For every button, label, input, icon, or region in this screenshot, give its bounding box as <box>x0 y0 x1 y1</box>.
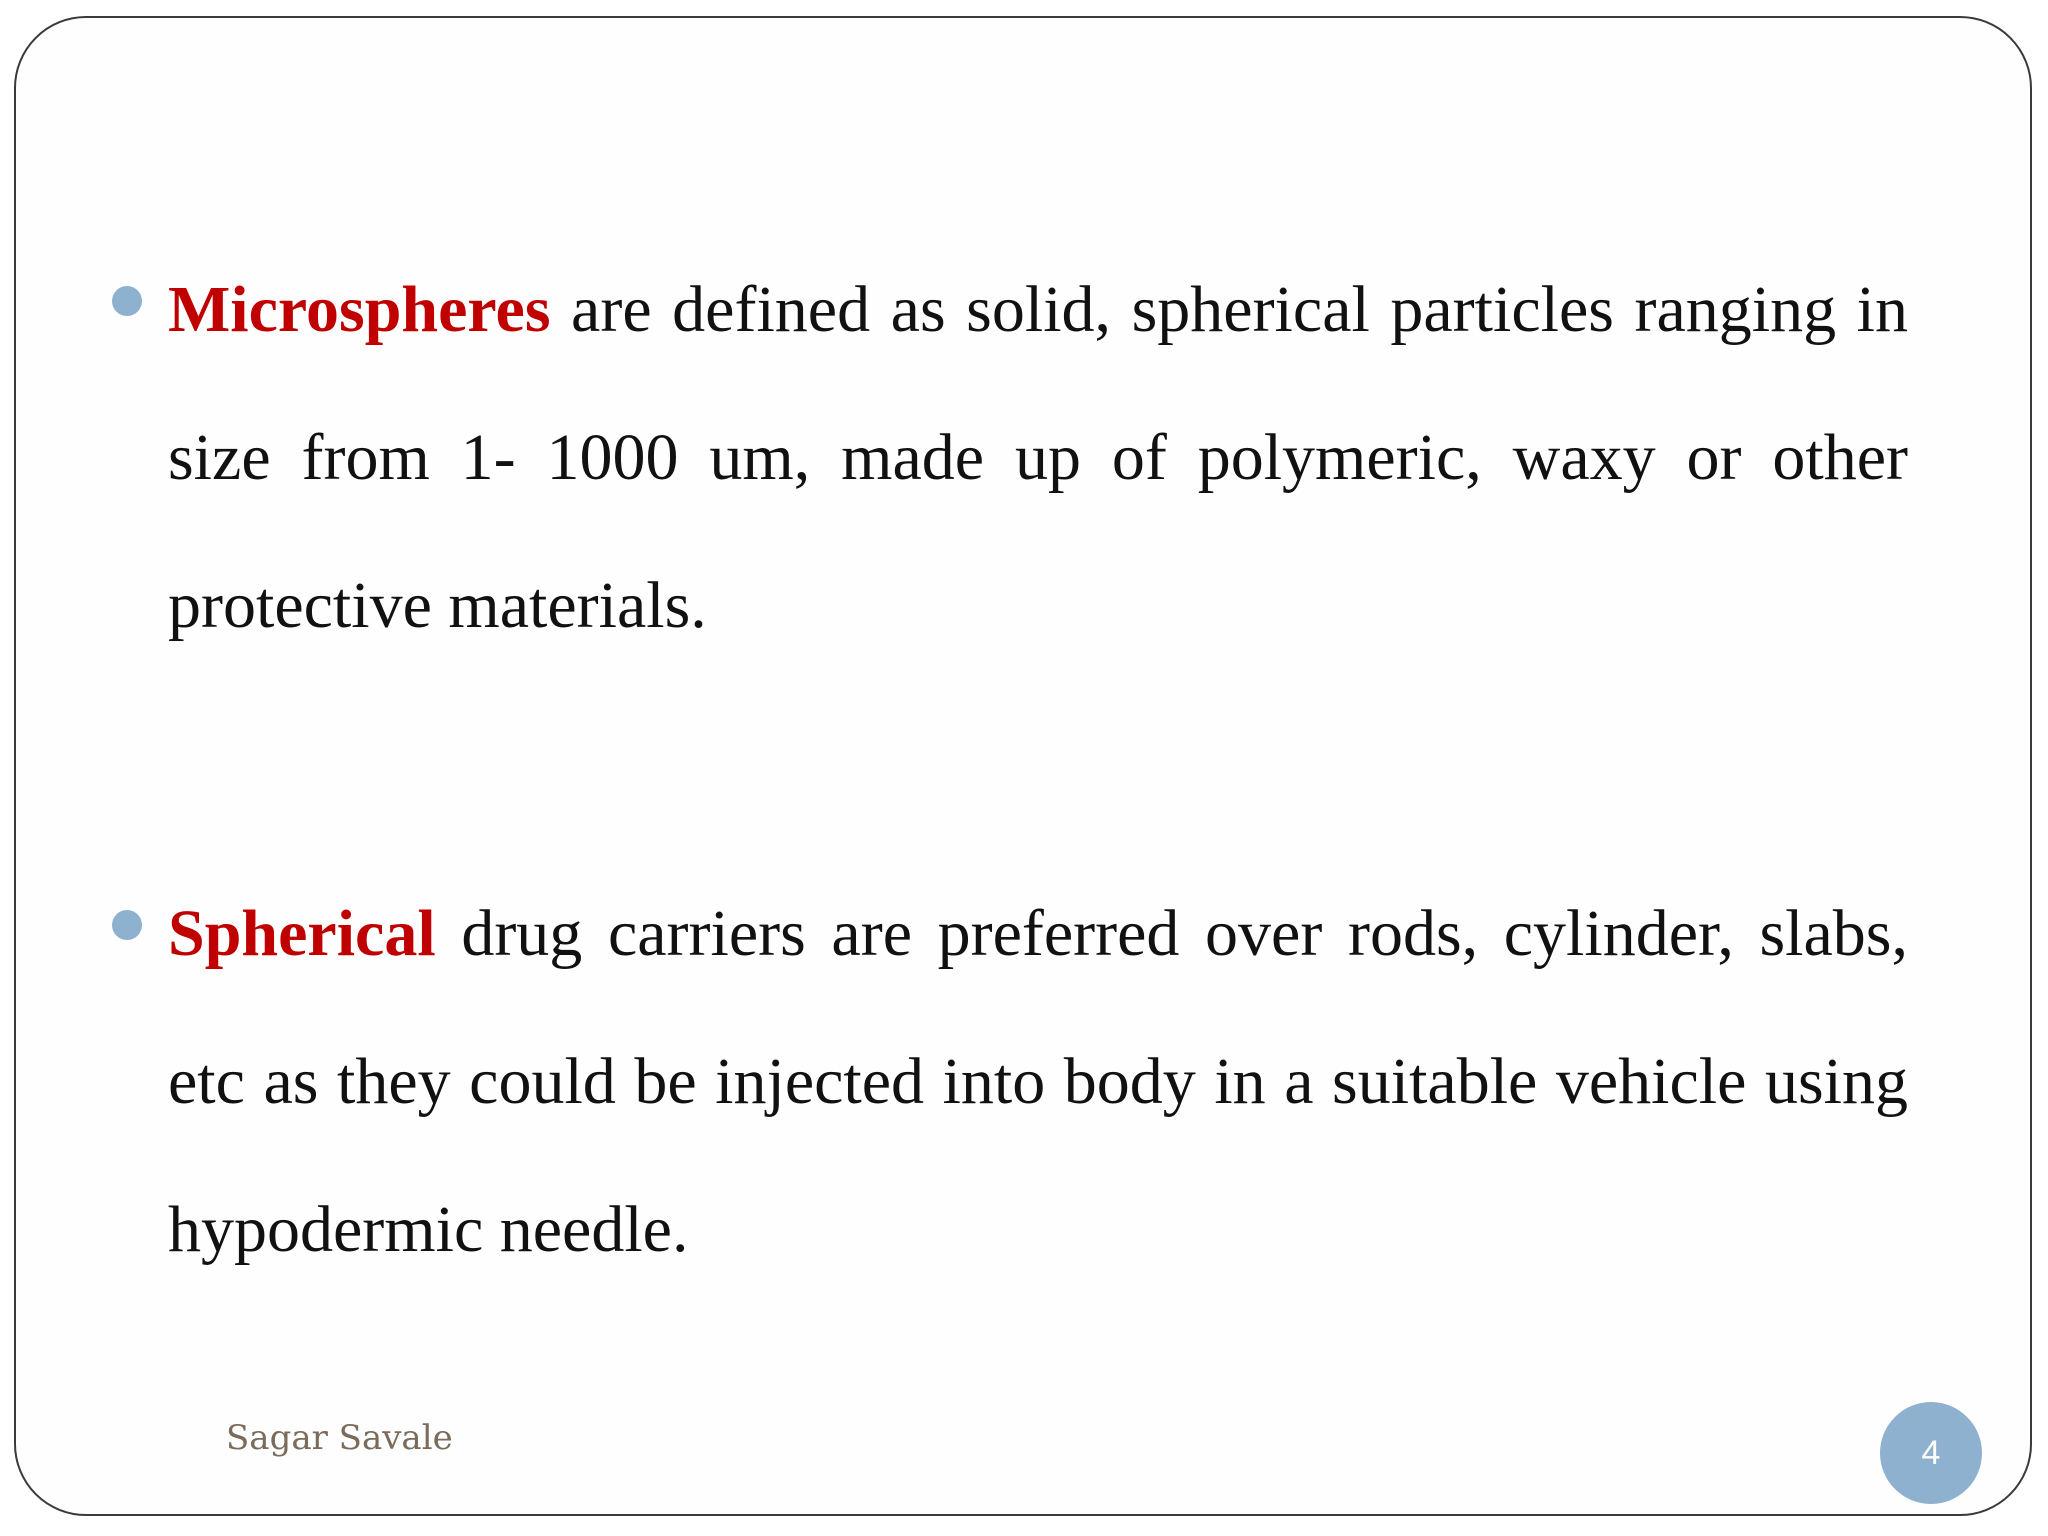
bullet-spherical <box>168 860 1908 1304</box>
bullet-text: drug carriers are preferred over rods, cylinder, slabs, etc as they could be injected into body in a suitable vehicle using hypodermic needle. <box>168 897 1908 1266</box>
bullet-dot-icon <box>112 286 142 316</box>
footer-author: Sagar Savale <box>226 1418 453 1458</box>
bullet-keyword: Microspheres <box>168 273 551 346</box>
bullet-microspheres <box>168 236 1908 680</box>
bullet-dot-icon <box>112 910 142 940</box>
bullet-text: are defined as solid, spherical particles ranging in size from 1- 1000 um, made up of polymeric, waxy or other protective materials. <box>168 273 1908 642</box>
bullet-keyword: Spherical <box>168 897 436 970</box>
page-number-badge: 4 <box>1880 1402 1982 1504</box>
